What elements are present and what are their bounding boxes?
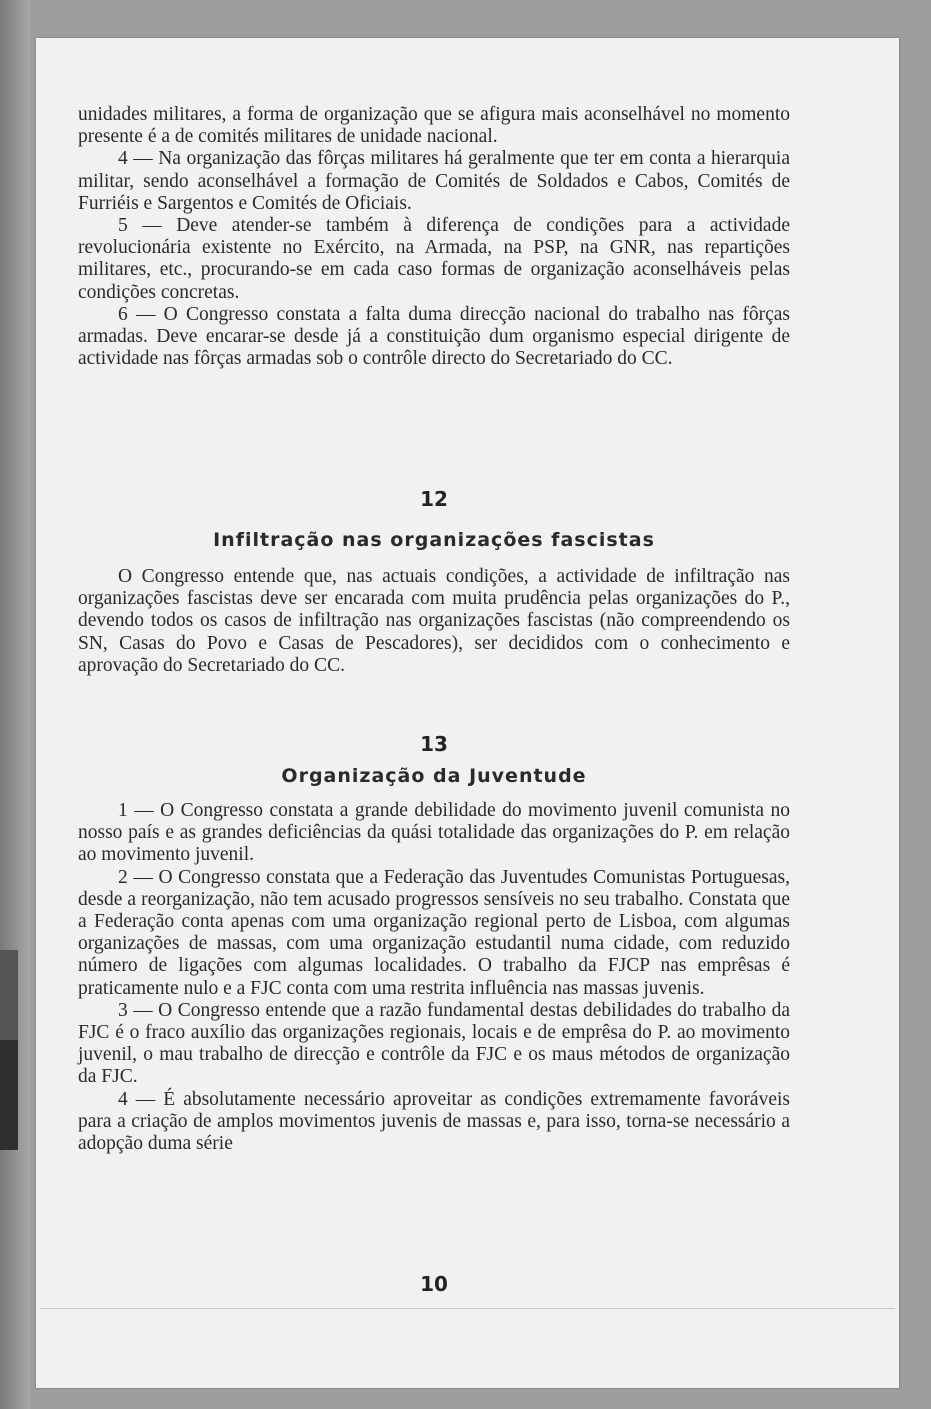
scan-calibration-patch — [0, 950, 18, 1040]
section-number: 12 — [420, 487, 448, 511]
page-number: 10 — [420, 1272, 448, 1296]
paragraph: 1 — O Congresso constata a grande debilidade do movimento juvenil comunista no nosso país e as grandes deficiências da quási totalidade das organizações do P. em relação ao movimento juvenil. — [78, 800, 790, 866]
section-12-text — [78, 566, 790, 677]
top-text-block — [78, 104, 790, 370]
page-fold-line — [40, 1308, 895, 1319]
section-number: 13 — [420, 732, 448, 756]
section-title: Infiltração nas organizações fascistas — [213, 529, 655, 551]
paragraph: 4 — É absolutamente necessário aproveitar as condições extremamente favoráveis para a criação de amplos movimentos juvenis de massas e, para isso, torna-se necessário a adopção duma série — [78, 1088, 790, 1155]
section-13-text — [78, 800, 790, 1155]
section-title: Organização da Juventude — [281, 765, 587, 787]
scan-calibration-patch — [0, 1040, 18, 1150]
paragraph: 6 — O Congresso constata a falta duma direcção nacional do trabalho nas fôrças armadas. Deve encarar-se desde já a constituição dum organismo especial dirigente de actividade nas fôrças armadas sob o contrôle directo do Secretariado do CC. — [78, 303, 790, 370]
paragraph: 4 — Na organização das fôrças militares há geralmente que ter em conta a hierarquia militar, sendo aconselhável a formação de Comités de Soldados e Cabos, Comités de Furriéis e Sargentos e Comités de Oficiais. — [78, 148, 790, 214]
paragraph: 3 — O Congresso entende que a razão fundamental destas debilidades do trabalho da FJC é o fraco auxílio das organizações regionais, locais e de emprêsa do P. ao movimento juvenil, o mau trabalho de direcção e contrôle da FJC e os maus métodos de organização da FJC. — [78, 999, 790, 1088]
paragraph: O Congresso entende que, nas actuais condições, a actividade de infiltração nas organizações fascistas deve ser encarada com muita prudência pelas organizações do P., devendo todos os casos de infiltração nas organizações fascistas (não compreendendo os SN, Casas do Povo e Casas de Pescadores), ser decididos com o conhecimento e aprovação do Secretariado do CC. — [78, 566, 790, 676]
paragraph: 2 — O Congresso constata que a Federação das Juventudes Comunistas Portuguesas, desde a reorganização, não tem acusado progressos sensíveis no seu trabalho. Constata que a Federação conta apenas com uma organização regional perto de Lisboa, com algumas organizações de massas, com uma organização estudantil numa cidade, com reduzido número de ligações com algumas localidades. O trabalho da FJCP nas emprêsas é praticamente nulo e a FJC conta com uma restrita influência nas massas juvenis. — [78, 866, 790, 999]
paragraph: unidades militares, a forma de organização que se afigura mais aconselhável no momento presente é a de comités militares de unidade nacional. — [78, 104, 790, 148]
scan-background-strip — [0, 0, 30, 1409]
paragraph: 5 — Deve atender-se também à diferença de condições para a actividade revolucionária existente no Exército, na Armada, na PSP, na GNR, nas repartições militares, etc., procurando-se em cada caso formas de organização aconselháveis pelas condições concretas. — [78, 215, 790, 303]
